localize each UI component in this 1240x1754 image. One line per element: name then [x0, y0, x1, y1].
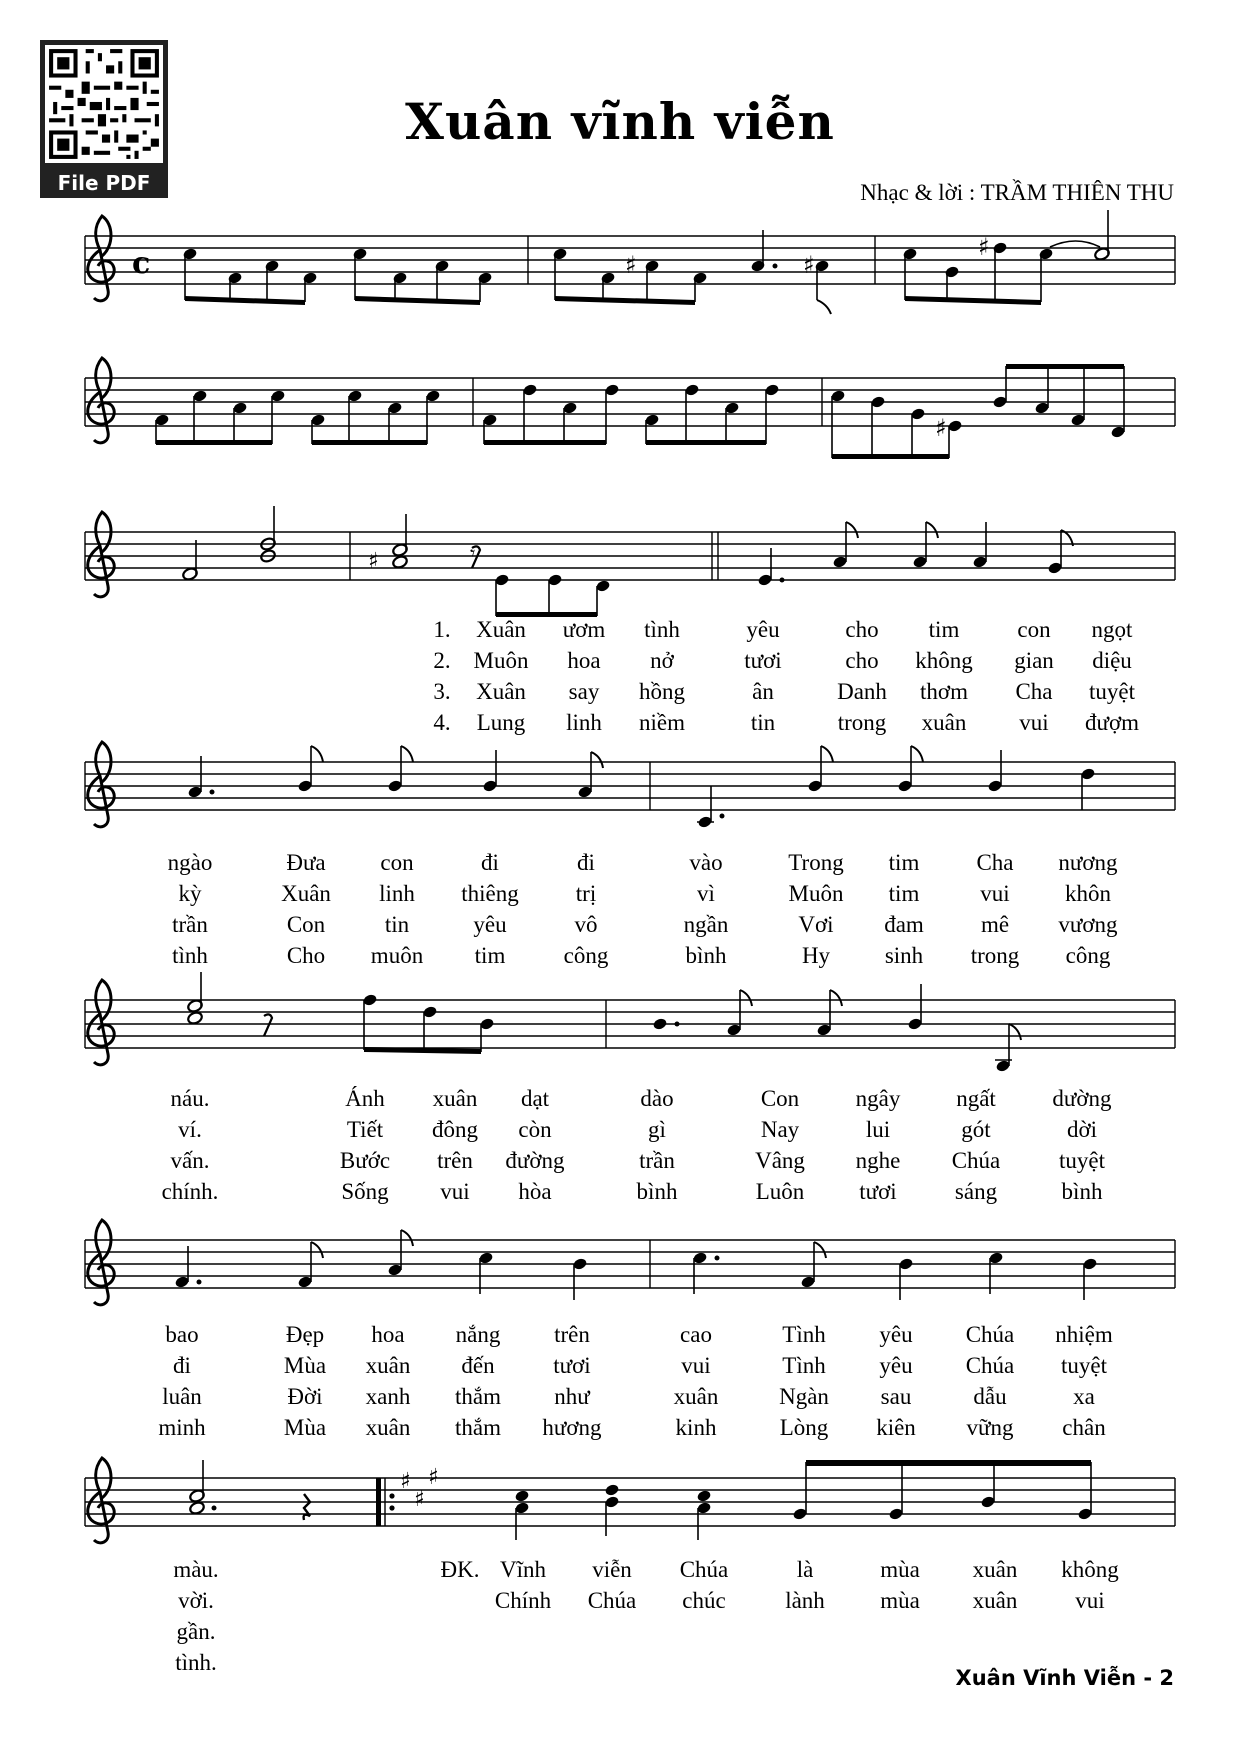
lyric-word: hòa — [518, 1179, 552, 1204]
lyric-word: thiêng — [461, 881, 519, 906]
lyric-word: náu. — [170, 1086, 210, 1111]
lyric-word: Đẹp — [285, 1322, 325, 1347]
lyric-word: đi — [173, 1353, 191, 1378]
lyric-word: tươi — [744, 648, 782, 673]
lyric-word: khôn — [1065, 881, 1111, 906]
lyric-word: ươm — [562, 617, 606, 642]
lyric-word: lành — [785, 1588, 825, 1613]
lyric-word: Chính — [494, 1588, 552, 1613]
lyric-word: 3. — [433, 679, 451, 704]
lyric-word: Cho — [286, 943, 326, 968]
lyric-word: không — [1061, 1557, 1119, 1582]
lyric-word: Nay — [760, 1117, 800, 1142]
lyric-word: nắng — [455, 1322, 501, 1347]
lyric-word: diệu — [1092, 648, 1132, 673]
lyric-word: Ánh — [345, 1086, 385, 1111]
lyric-word: Mùa — [283, 1353, 327, 1378]
lyric-word: chúc — [682, 1588, 726, 1613]
lyric-word: mùa — [880, 1588, 920, 1613]
lyric-word: Lung — [476, 710, 526, 735]
lyric-word: Luôn — [755, 1179, 805, 1204]
lyric-word: yêu — [473, 912, 507, 937]
lyric-word: xuân — [972, 1588, 1018, 1613]
lyric-word: luân — [162, 1384, 202, 1409]
lyric-word: gì — [648, 1117, 666, 1142]
lyric-word: Vơi — [798, 912, 834, 937]
lyric-word: xuân — [432, 1086, 478, 1111]
lyric-word: Con — [760, 1086, 800, 1111]
lyric-word: vương — [1058, 912, 1118, 937]
lyric-word: yêu — [879, 1322, 913, 1347]
lyric-word: đượm — [1084, 710, 1140, 735]
lyric-word: vui — [1075, 1588, 1105, 1613]
lyric-word: mùa — [880, 1557, 920, 1582]
lyric-word: tình — [644, 617, 680, 642]
lyric-word: xuân — [365, 1353, 411, 1378]
lyric-word: vững — [966, 1415, 1014, 1440]
lyric-word: kỳ — [178, 881, 202, 906]
lyric-word: yêu — [879, 1353, 913, 1378]
lyric-word: bình — [636, 1179, 678, 1204]
lyric-word: tim — [928, 617, 960, 642]
lyric-word: dào — [640, 1086, 674, 1111]
lyric-word: con — [380, 850, 414, 875]
lyric-word: vấn. — [170, 1148, 210, 1173]
svg-text:♯: ♯ — [803, 251, 815, 279]
lyric-word: dời — [1066, 1117, 1098, 1142]
lyric-word: vô — [574, 912, 598, 937]
composer-credit: Nhạc & lời : TRẦM THIÊN THU — [860, 180, 1174, 205]
svg-text:♯: ♯ — [428, 1465, 439, 1490]
lyric-word: kinh — [675, 1415, 717, 1440]
lyric-word: xuân — [365, 1415, 411, 1440]
lyric-word: Ngàn — [779, 1384, 829, 1409]
lyric-word: cho — [845, 617, 879, 642]
lyric-word: đam — [884, 912, 924, 937]
lyric-word: dạt — [520, 1086, 550, 1111]
lyric-word: ví. — [178, 1117, 202, 1142]
lyric-word: Muôn — [473, 648, 529, 673]
svg-text:♯: ♯ — [400, 1469, 411, 1494]
lyric-word: thắm — [455, 1415, 501, 1440]
page-footer: Xuân Vĩnh Viễn - 2 — [955, 1666, 1174, 1690]
lyric-word: trần — [172, 912, 208, 937]
lyric-word: ĐK. — [440, 1557, 480, 1582]
lyric-word: vì — [697, 881, 715, 906]
svg-text:♯: ♯ — [625, 251, 637, 279]
lyric-word: Tiết — [346, 1117, 384, 1142]
lyric-word: Chúa — [965, 1322, 1015, 1347]
lyric-word: vui — [980, 881, 1010, 906]
svg-text:♯: ♯ — [414, 1487, 425, 1512]
lyric-word: nương — [1058, 850, 1118, 875]
lyric-word: trên — [554, 1322, 590, 1347]
lyric-word: Sống — [341, 1179, 389, 1204]
lyric-word: Vĩnh — [500, 1557, 546, 1582]
lyric-word: công — [1065, 943, 1111, 968]
svg-text:𝄾: 𝄾 — [470, 541, 476, 565]
lyric-word: đông — [432, 1117, 478, 1142]
lyric-word: bình — [685, 943, 727, 968]
lyric-word: đi — [481, 850, 499, 875]
lyric-word: công — [563, 943, 609, 968]
lyric-word: tuyệt — [1059, 1148, 1105, 1173]
lyric-word: Xuân — [476, 617, 526, 642]
lyric-word: Danh — [837, 679, 887, 704]
svg-text:♯: ♯ — [978, 233, 990, 261]
lyric-word: tươi — [553, 1353, 591, 1378]
lyric-word: Xuân — [281, 881, 331, 906]
lyric-word: vào — [689, 850, 723, 875]
lyric-word: ngây — [855, 1086, 901, 1111]
lyric-word: kiên — [876, 1415, 916, 1440]
lyric-word: xuân — [972, 1557, 1018, 1582]
lyric-word: cho — [845, 648, 879, 673]
lyric-word: sau — [880, 1384, 912, 1409]
lyric-word: Mùa — [283, 1415, 327, 1440]
lyric-word: trong — [970, 943, 1020, 968]
lyric-word: tin — [750, 710, 776, 735]
lyric-word: gót — [961, 1117, 991, 1142]
lyric-word: cao — [680, 1322, 712, 1347]
lyric-word: vui — [440, 1179, 470, 1204]
lyric-word: xanh — [365, 1384, 411, 1409]
lyric-word: sáng — [954, 1179, 998, 1204]
lyric-word: hương — [542, 1415, 602, 1440]
lyric-word: Vâng — [755, 1148, 805, 1173]
lyric-word: hoa — [567, 648, 601, 673]
lyric-word: ngọt — [1091, 617, 1133, 642]
lyric-word: trên — [437, 1148, 473, 1173]
lyric-word: linh — [566, 710, 602, 735]
lyric-word: trị — [575, 881, 597, 906]
song-title: Xuân vĩnh viễn — [405, 92, 835, 151]
lyric-word: dẫu — [973, 1384, 1007, 1409]
lyric-word: Chúa — [587, 1588, 637, 1613]
lyric-word: linh — [379, 881, 415, 906]
lyric-word: 2. — [433, 648, 451, 673]
lyric-word: đến — [461, 1353, 495, 1378]
lyric-word: hoa — [371, 1322, 405, 1347]
lyric-word: tim — [474, 943, 506, 968]
lyric-word: nở — [650, 648, 674, 673]
lyric-word: tình — [172, 943, 208, 968]
lyric-word: tuyệt — [1061, 1353, 1107, 1378]
lyric-word: tim — [888, 850, 920, 875]
qr-label: File PDF — [57, 171, 151, 195]
svg-text:♯: ♯ — [368, 549, 379, 574]
lyric-word: Tình — [782, 1322, 826, 1347]
lyric-word: Chúa — [951, 1148, 1001, 1173]
lyric-word: xuân — [921, 710, 967, 735]
lyric-word: thắm — [455, 1384, 501, 1409]
lyric-word: xuân — [673, 1384, 719, 1409]
lyric-word: tin — [384, 912, 410, 937]
lyric-word: tình. — [175, 1650, 217, 1675]
lyric-word: ngào — [167, 850, 213, 875]
lyric-word: Con — [286, 912, 326, 937]
lyric-word: ân — [752, 679, 774, 704]
lyric-word: màu. — [173, 1557, 219, 1582]
lyric-word: Hy — [801, 943, 831, 968]
lyric-word: minh — [158, 1415, 206, 1440]
lyric-word: Đưa — [286, 850, 326, 875]
lyric-word: mê — [980, 912, 1010, 937]
lyric-word: ngần — [683, 912, 729, 937]
lyric-word: Cha — [976, 850, 1014, 875]
lyric-word: gian — [1014, 648, 1054, 673]
lyric-word: chính. — [161, 1179, 219, 1204]
lyric-word: tươi — [859, 1179, 897, 1204]
lyric-word: nghe — [855, 1148, 901, 1173]
lyric-word: vui — [1019, 710, 1049, 735]
lyric-word: chân — [1062, 1415, 1106, 1440]
lyric-word: là — [796, 1557, 814, 1582]
svg-text:♯: ♯ — [935, 414, 947, 442]
lyric-word: Lòng — [779, 1415, 829, 1440]
lyric-word: say — [568, 679, 600, 704]
lyric-word: Đời — [287, 1384, 323, 1409]
lyric-word: như — [554, 1384, 590, 1409]
lyric-word: đường — [505, 1148, 565, 1173]
lyric-word: bình — [1061, 1179, 1103, 1204]
lyric-word: ngất — [956, 1086, 996, 1111]
lyric-word: 4. — [433, 710, 451, 735]
lyric-word: sinh — [884, 943, 924, 968]
lyric-word: đi — [577, 850, 595, 875]
lyric-word: dường — [1052, 1086, 1112, 1111]
lyric-word: Chúa — [965, 1353, 1015, 1378]
lyric-word: bao — [165, 1322, 199, 1347]
lyric-word: lui — [865, 1117, 891, 1142]
lyric-word: 1. — [433, 617, 451, 642]
lyric-word: nhiệm — [1055, 1322, 1113, 1347]
lyric-word: Cha — [1015, 679, 1053, 704]
lyric-word: thơm — [920, 679, 968, 704]
lyric-word: Trong — [788, 850, 844, 875]
lyric-word: yêu — [746, 617, 780, 642]
lyric-word: không — [915, 648, 973, 673]
lyric-word: vời. — [178, 1588, 214, 1613]
lyric-word: còn — [518, 1117, 552, 1142]
lyric-word: con — [1017, 617, 1051, 642]
lyric-word: Bước — [339, 1148, 391, 1173]
lyric-word: viễn — [592, 1557, 632, 1582]
svg-text:c: c — [132, 246, 151, 281]
lyric-word: Tình — [782, 1353, 826, 1378]
lyric-word: niềm — [639, 710, 685, 735]
lyric-word: xa — [1073, 1384, 1095, 1409]
lyric-word: Xuân — [476, 679, 526, 704]
lyric-word: Chúa — [679, 1557, 729, 1582]
lyric-word: vui — [681, 1353, 711, 1378]
lyric-word: trong — [837, 710, 887, 735]
lyric-word: tuyệt — [1089, 679, 1135, 704]
lyric-word: hồng — [639, 679, 685, 704]
lyric-word: muôn — [370, 943, 424, 968]
lyric-word: trần — [639, 1148, 675, 1173]
lyric-word: tim — [888, 881, 920, 906]
lyric-word: gần. — [176, 1619, 216, 1644]
lyric-word: Muôn — [788, 881, 844, 906]
